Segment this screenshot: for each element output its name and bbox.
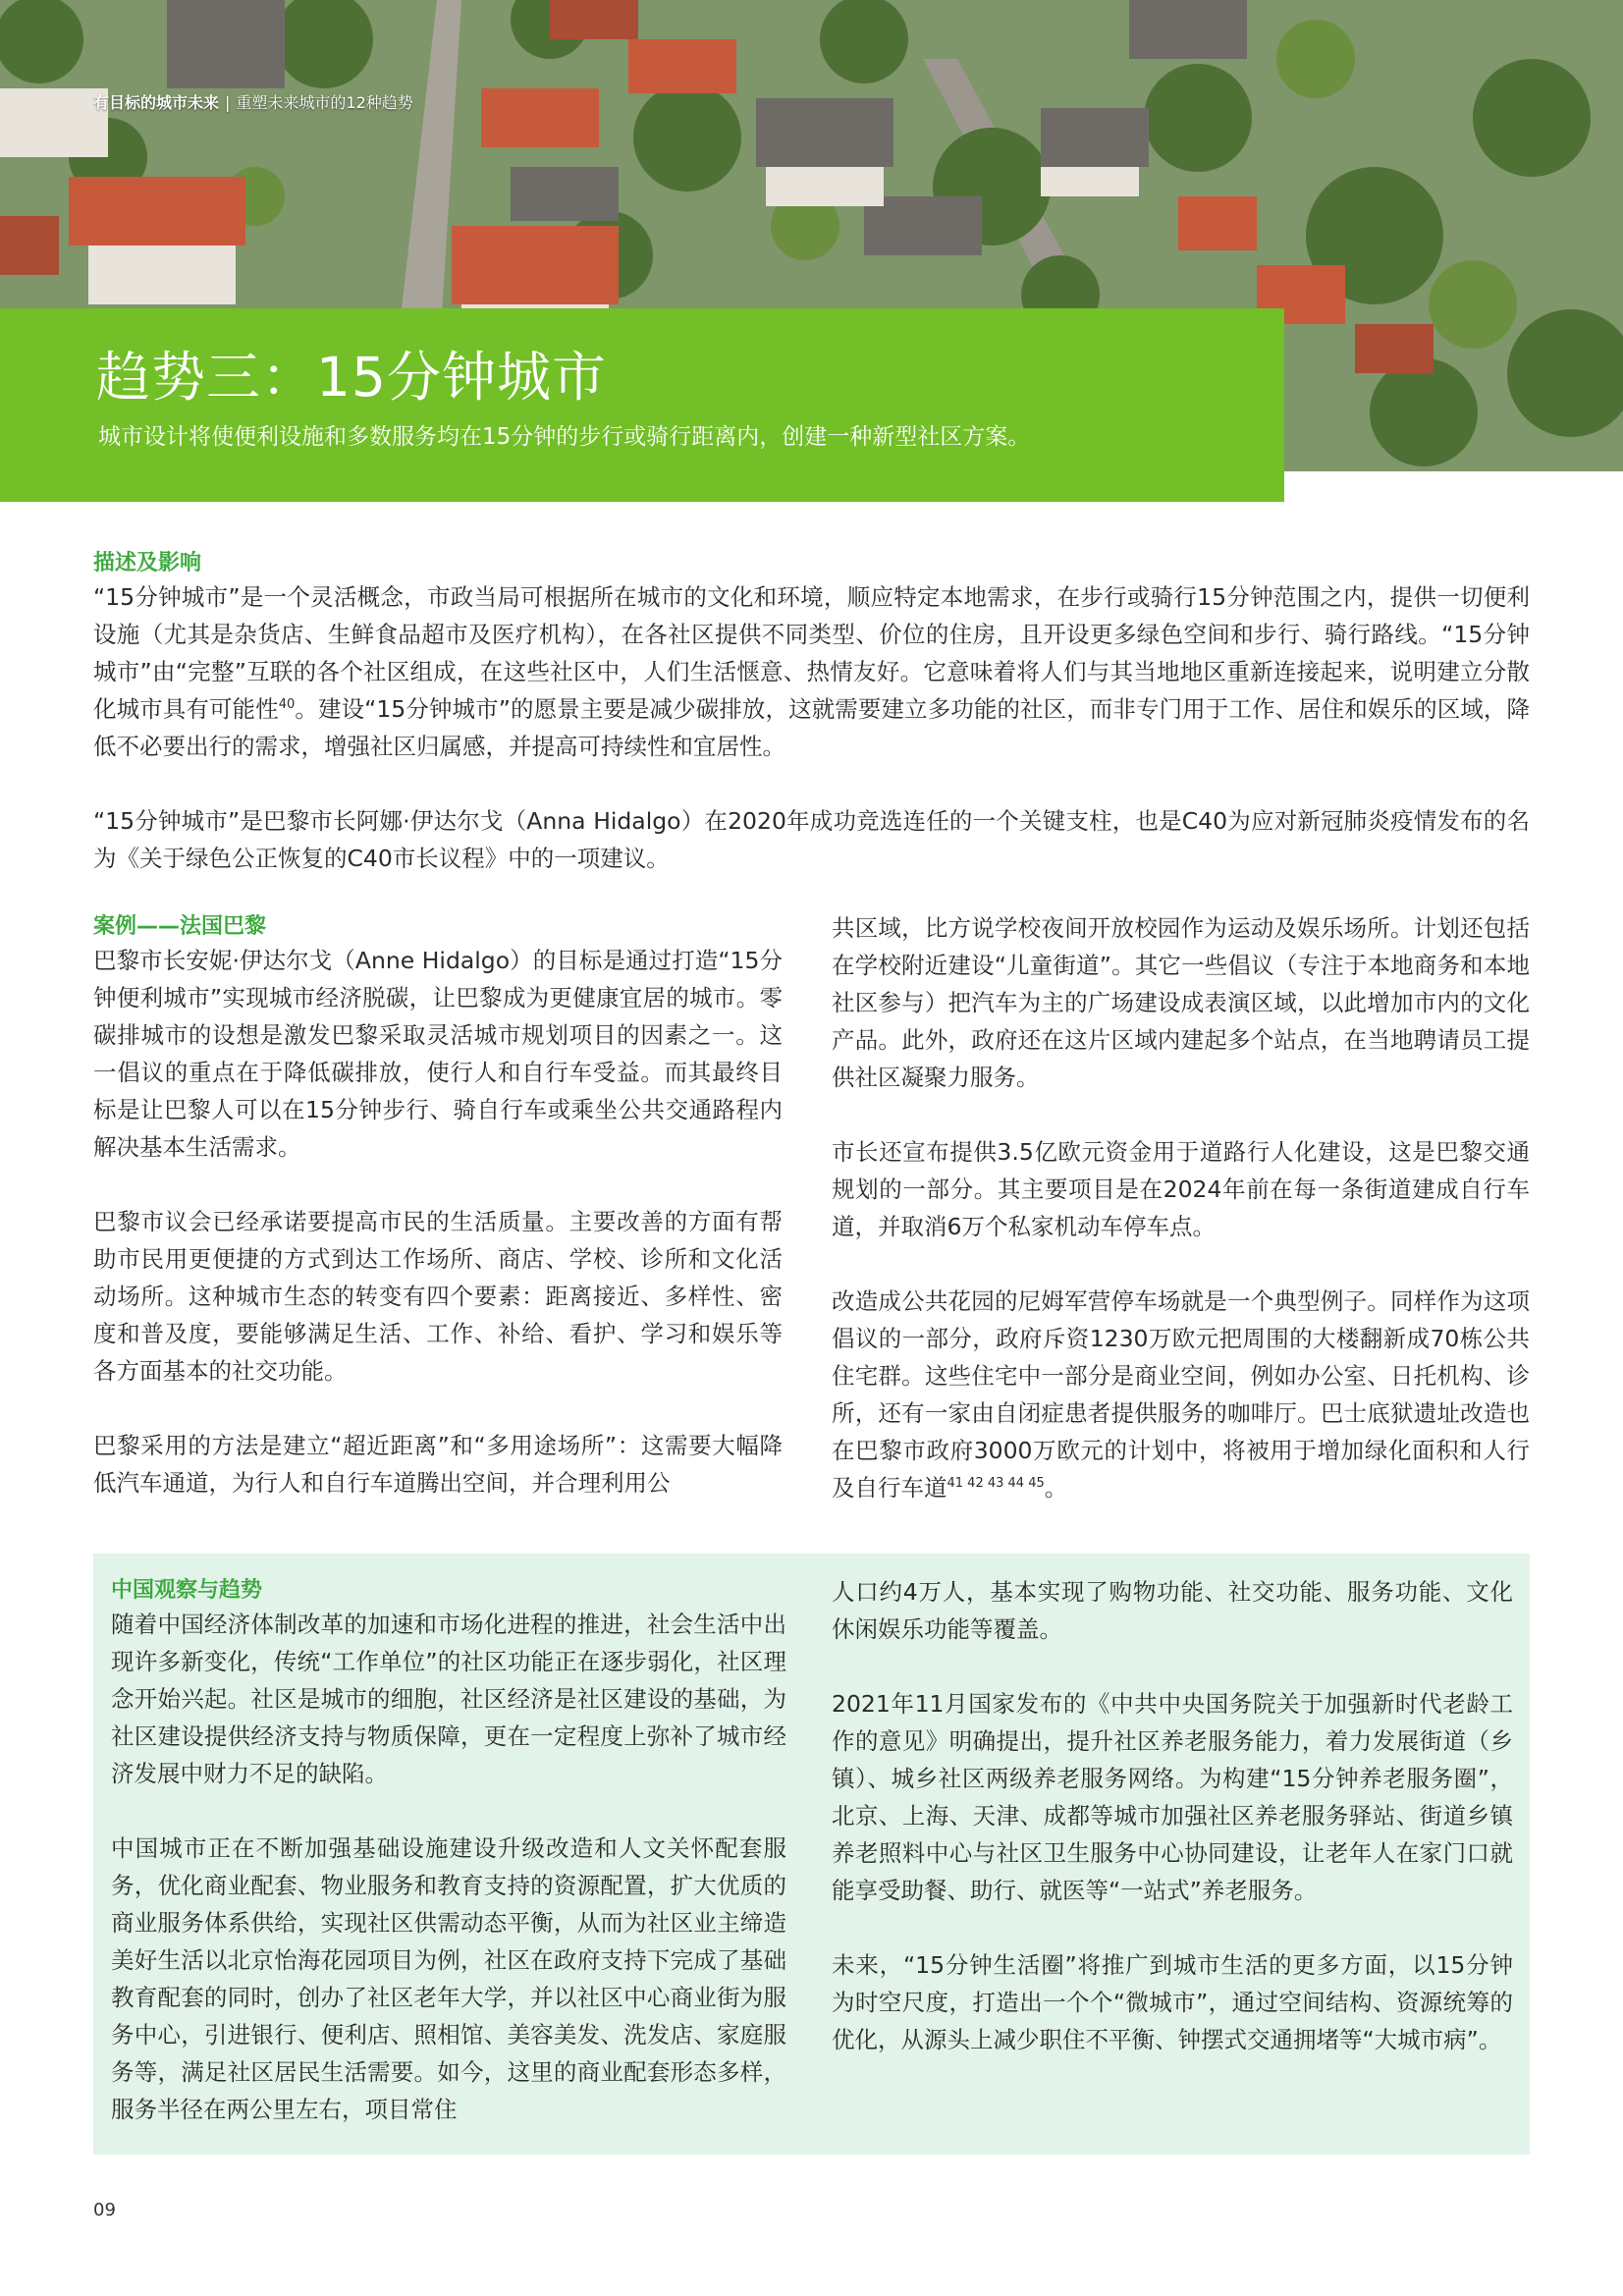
- case-left-paragraph-2: 巴黎市议会已经承诺要提高市民的生活质量。主要改善的方面有帮助市民用更便捷的方式到达工作场所、商店、学校、诊所和文化活动场所。这种城市生态的转变有四个要素：距离接近、多样性、密度和普及度，要能够满足生活、工作、补给、看护、学习和娱乐等各方面基本的社交功能。: [93, 1208, 783, 1385]
- case-right-paragraph-3-end: 。: [1044, 1474, 1068, 1502]
- china-left-paragraph-2: 中国城市正在不断加强基础设施建设升级改造和人文关怀配套服务，优化商业配套、物业服务和教育支持的资源配置，扩大优质的商业服务体系供给，实现社区供需动态平衡，从而为社区业主缔造美好生活以北京怡海花园项目为例，社区在政府支持下完成了基础教育配套的同时，创办了社区老年大学，并以社区中心商业街为服务中心，引进银行、便利店、照相馆、美容美发、洗发店、家庭服务等，满足社区居民生活需要。如今，这里的商业配套形态多样，服务半径在两公里左右，项目常住: [111, 1834, 786, 2123]
- case-right-column: [832, 909, 1530, 1506]
- china-observation-box: [93, 1554, 1530, 2155]
- china-left-paragraph-1: 随着中国经济体制改革的加速和市场化进程的推进，社会生活中出现许多新变化，传统“工作单位”的社区功能正在逐步弱化，社区理念开始兴起。社区是城市的细胞，社区经济是社区建设的基础，为社区建设提供经济支持与物质保障，更在一定程度上弥补了城市经济发展中财力不足的缺陷。: [111, 1611, 786, 1787]
- description-paragraph-2: “15分钟城市”是巴黎市长阿娜·伊达尔戈（Anna Hidalgo）在2020年成功竞选连任的一个关键支柱，也是C40为应对新冠肺炎疫情发布的名为《关于绿色公正恢复的C40市长议程》中的一项建议。: [93, 807, 1530, 872]
- description-heading: 描述及影响: [93, 551, 202, 575]
- china-left-column: [111, 1573, 786, 2128]
- case-heading: 案例——法国巴黎: [93, 914, 267, 939]
- running-head-separator: |: [225, 93, 231, 112]
- description-paragraph-1-text: “15分钟城市”是一个灵活概念，市政当局可根据所在城市的文化和环境，顺应特定本地需求，在步行或骑行15分钟范围之内，提供一切便利设施（尤其是杂货店、生鲜食品超市及医疗机构），在各社区提供不同类型、价位的住房，且开设更多绿色空间和步行、骑行路线。“15分钟城市”由“完整”互联的各个社区组成，在这些社区中，人们生活惬意、热情友好。它意味着将人们与其当地地区重新连接起来，说明建立分散化城市具有可能性: [93, 583, 1530, 723]
- page-number: 09: [93, 2200, 116, 2220]
- case-right-paragraph-3-text: 改造成公共花园的尼姆军营停车场就是一个典型例子。同样作为这项倡议的一部分，政府斥资1230万欧元把周围的大楼翻新成70栋公共住宅群。这些住宅中一部分是商业空间，例如办公室、日托机构、诊所，还有一家由自闭症患者提供服务的咖啡厅。巴士底狱遗址改造也在巴黎市政府3000万欧元的计划中，将被用于增加绿化面积和人行及自行车道: [832, 1287, 1530, 1502]
- case-right-paragraph-3: [832, 1283, 1530, 1506]
- report-title: 有目标的城市未来: [93, 93, 220, 112]
- footnote-ref-40: 40: [278, 697, 296, 713]
- description-section: [93, 546, 1530, 877]
- case-left-paragraph-3: 巴黎采用的方法是建立“超近距离”和“多用途场所”：这需要大幅降低汽车通道，为行人和自行车道腾出空间，并合理利用公: [93, 1432, 783, 1497]
- case-right-paragraph-2: 市长还宣布提供3.5亿欧元资金用于道路行人化建设，这是巴黎交通规划的一部分。其主要项目是在2024年前在每一条街道建成自行车道，并取消6万个私家机动车停车点。: [832, 1138, 1530, 1240]
- description-paragraph-1-text-cont: 。建设“15分钟城市”的愿景主要是减少碳排放，这就需要建立多功能的社区，而非专门用于工作、居住和娱乐的区域，降低不必要出行的需求，增强社区归属感，并提高可持续性和宜居性。: [93, 695, 1530, 760]
- case-right-paragraph-1: 共区域，比方说学校夜间开放校园作为运动及娱乐场所。计划还包括在学校附近建设“儿童街道”。其它一些倡议（专注于本地商务和本地社区参与）把汽车为主的广场建设成表演区域，以此增加市内的文化产品。此外，政府还在这片区域内建起多个站点，在当地聘请员工提供社区凝聚力服务。: [832, 914, 1530, 1091]
- case-left-column: [93, 909, 783, 1502]
- china-right-column: [832, 1573, 1513, 2058]
- china-heading: 中国观察与趋势: [111, 1578, 263, 1603]
- footnote-refs-41-45: 41 42 43 44 45: [947, 1476, 1045, 1492]
- trend-subtitle: 城市设计将使便利设施和多数服务均在15分钟的步行或骑行距离内，创建一种新型社区方案。: [98, 424, 1031, 450]
- china-right-paragraph-3: 未来，“15分钟生活圈”将推广到城市生活的更多方面，以15分钟为时空尺度，打造出一个个“微城市”，通过空间结构、资源统筹的优化，从源头上减少职住不平衡、钟摆式交通拥堵等“大城市病”。: [832, 1951, 1513, 2053]
- china-right-paragraph-2: 2021年11月国家发布的《中共中央国务院关于加强新时代老龄工作的意见》明确提出，提升社区养老服务能力，着力发展街道（乡镇）、城乡社区两级养老服务网络。为构建“15分钟养老服务圈”，北京、上海、天津、成都等城市加强社区养老服务驿站、街道乡镇养老照料中心与社区卫生服务中心协同建设，让老年人在家门口就能享受助餐、助行、就医等“一站式”养老服务。: [832, 1690, 1513, 1904]
- case-left-paragraph-1: 巴黎市长安妮·伊达尔戈（Anne Hidalgo）的目标是通过打造“15分钟便利城市”实现城市经济脱碳，让巴黎成为更健康宜居的城市。零碳排城市的设想是激发巴黎采取灵活城市规划项目的因素之一。这一倡议的重点在于降低碳排放，使行人和自行车受益。而其最终目标是让巴黎人可以在15分钟步行、骑自行车或乘坐公共交通路程内解决基本生活需求。: [93, 947, 783, 1161]
- report-subtitle: 重塑未来城市的12种趋势: [236, 93, 413, 112]
- trend-title: 趋势三：15分钟城市: [96, 346, 607, 409]
- description-paragraph-1: [93, 578, 1530, 765]
- china-right-paragraph-1: 人口约4万人，基本实现了购物功能、社交功能、服务功能、文化休闲娱乐功能等覆盖。: [832, 1578, 1513, 1643]
- running-head: [93, 90, 413, 113]
- trend-banner: [0, 308, 1284, 502]
